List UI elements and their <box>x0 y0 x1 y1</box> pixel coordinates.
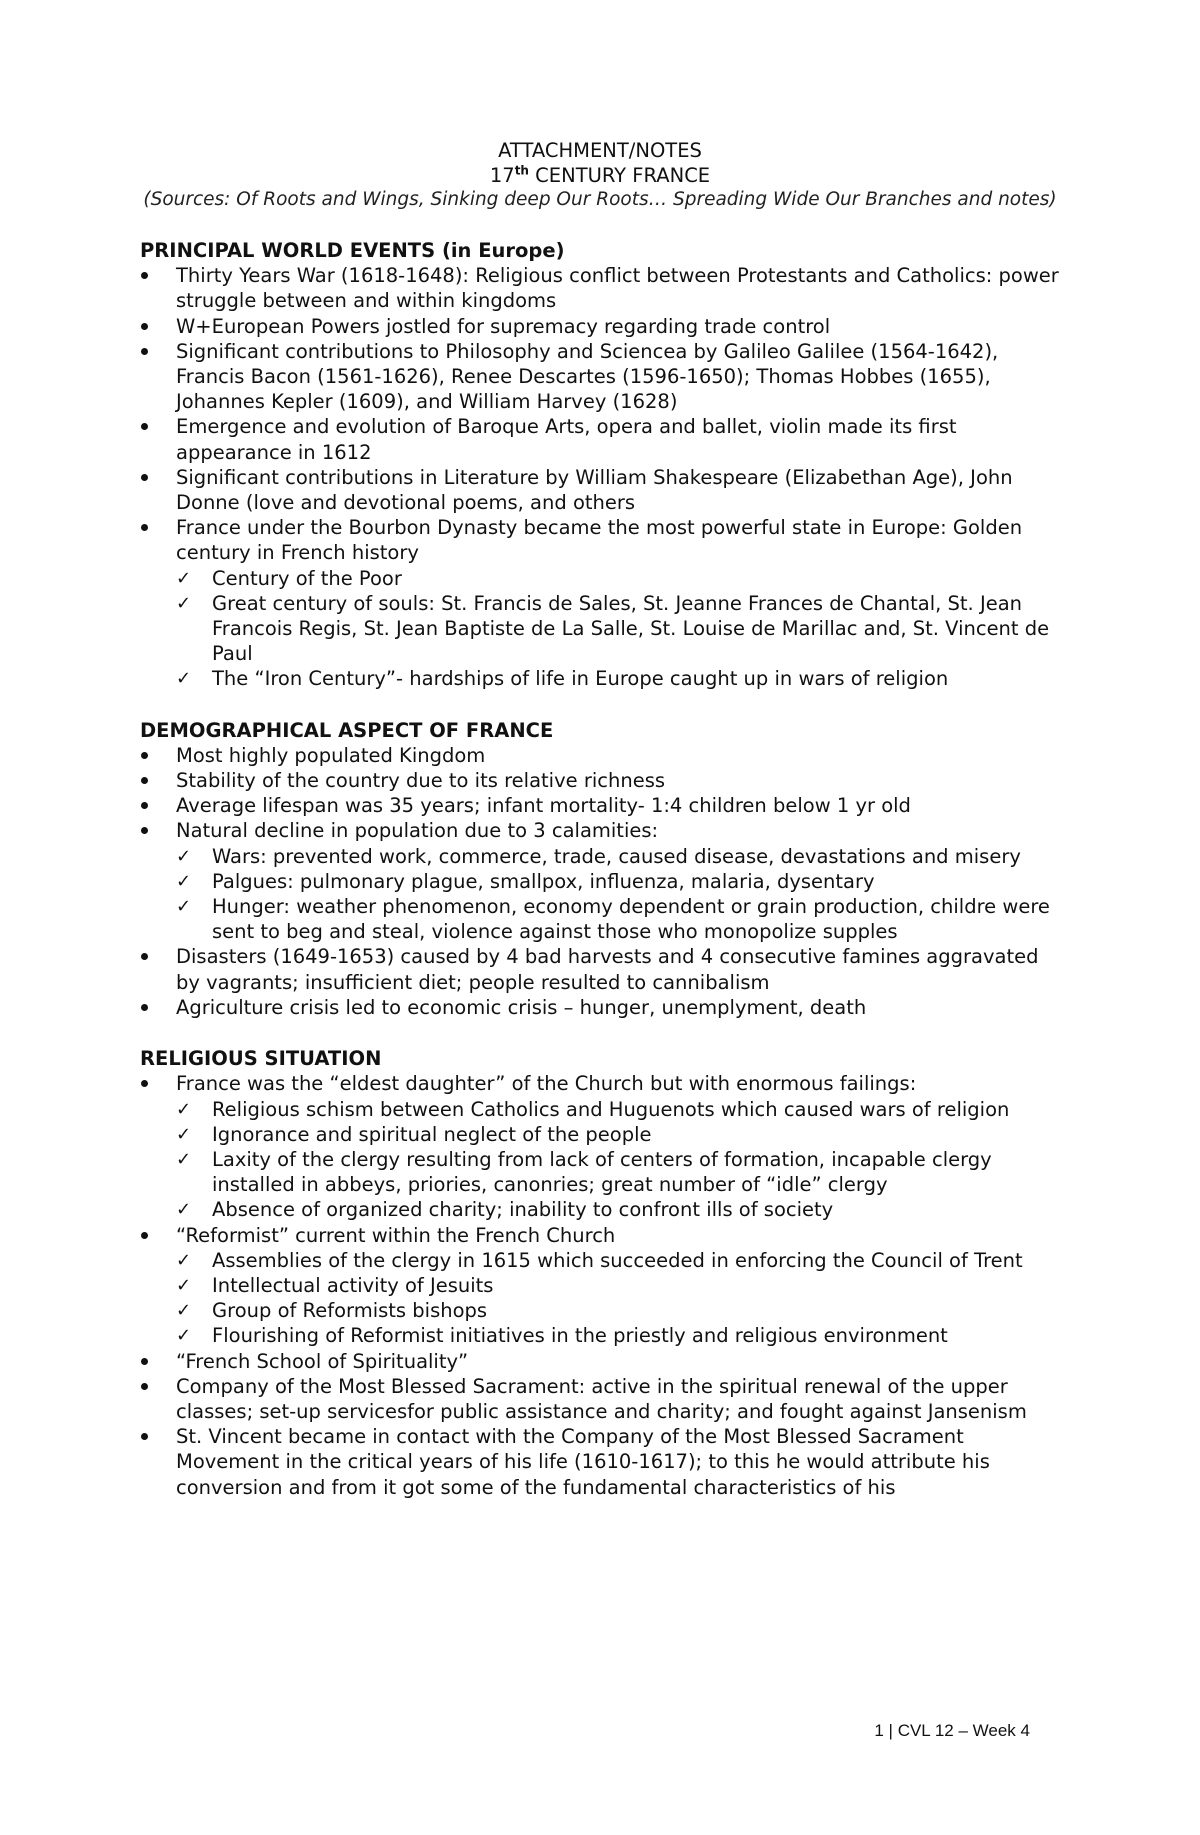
check-list <box>176 566 1060 692</box>
check-text: Hunger: weather phenomenon, economy dependent or grain production, childre were sent to beg and steal, violence against those who monopolize supples <box>212 895 1050 944</box>
bullet-text: France under the Bourbon Dynasty became the most powerful state in Europe: Golden century in French history <box>176 516 1023 565</box>
document-subtitle <box>140 163 1060 188</box>
check-item <box>176 1197 1060 1222</box>
bullet-text: Agriculture crisis led to economic crisis – hunger, unemplyment, death <box>176 995 867 1019</box>
title-block <box>140 138 1060 212</box>
bullet-item <box>140 339 1060 415</box>
check-item <box>176 1323 1060 1348</box>
bullet-item <box>140 263 1060 313</box>
checkmark-icon: ✓ <box>176 1123 192 1145</box>
check-item <box>176 566 1060 591</box>
bullet-text: France was the “eldest daughter” of the Church but with enormous failings: <box>176 1072 917 1096</box>
check-item <box>176 1298 1060 1323</box>
bullet-text: Significant contributions to Philosophy and Sciencea by Galileo Galilee (1564-1642), Francis Bacon (1561-1626), Renee Descartes (1596-1650); Thomas Hobbes (1655), Johannes Kepler (1609), and William Harvey (1628) <box>176 339 999 414</box>
subtitle-superscript: th <box>514 163 529 178</box>
section <box>140 718 1060 1020</box>
check-text: The “Iron Century”- hardships of life in Europe caught up in wars of religion <box>212 667 949 691</box>
bullet-text: “French School of Spirituality” <box>176 1349 469 1373</box>
section-heading: PRINCIPAL WORLD EVENTS (in Europe) <box>140 239 565 262</box>
bullet-text: W+European Powers jostled for supremacy regarding trade control <box>176 314 831 338</box>
bullet-item <box>140 1071 1060 1096</box>
bullet-text: Thirty Years War (1618-1648): Religious conflict between Protestants and Catholics: power struggle between and within kingdoms <box>176 264 1059 313</box>
check-text: Palgues: pulmonary plague, smallpox, influenza, malaria, dysentary <box>212 869 875 893</box>
check-list <box>176 1097 1060 1223</box>
check-item <box>176 869 1060 894</box>
bullet-text: Natural decline in population due to 3 calamities: <box>176 819 659 843</box>
check-item <box>176 894 1060 944</box>
check-item <box>176 1147 1060 1197</box>
section-heading: RELIGIOUS SITUATION <box>140 1047 382 1071</box>
section <box>140 1046 1060 1500</box>
checkmark-icon: ✓ <box>176 1300 192 1322</box>
check-text: Religious schism between Catholics and Huguenots which caused wars of religion <box>212 1097 1010 1121</box>
checkmark-icon: ✓ <box>176 1199 192 1221</box>
bullet-text: Disasters (1649-1653) caused by 4 bad harvests and 4 consecutive famines aggravated by vagrants; insufficient diet; people resulted to cannibalism <box>176 945 1039 994</box>
check-list <box>176 1248 1060 1349</box>
checkmark-icon: ✓ <box>176 592 192 614</box>
bullet-text: Emergence and evolution of Baroque Arts, opera and ballet, violin made its first appearance in 1612 <box>176 415 957 464</box>
bullet-item <box>140 1424 1060 1500</box>
checkmark-icon: ✓ <box>176 870 192 892</box>
check-item <box>176 1273 1060 1298</box>
check-item <box>176 1122 1060 1147</box>
bullet-item <box>140 995 1060 1020</box>
checkmark-icon: ✓ <box>176 845 192 867</box>
checkmark-icon: ✓ <box>176 1325 192 1347</box>
check-text: Group of Reformists bishops <box>212 1299 488 1323</box>
bullet-text: Most highly populated Kingdom <box>176 743 486 767</box>
sources-note: (Sources: Of Roots and Wings, Sinking deep Our Roots… Spreading Wide Our Branches and notes) <box>143 189 1057 210</box>
check-text: Intellectual activity of Jesuits <box>212 1273 494 1297</box>
checkmark-icon: ✓ <box>176 668 192 690</box>
check-list <box>176 844 1060 945</box>
check-text: Assemblies of the clergy in 1615 which succeeded in enforcing the Council of Trent <box>212 1248 1023 1272</box>
check-item <box>176 1248 1060 1273</box>
bullet-item <box>140 1374 1060 1424</box>
check-text: Absence of organized charity; inability to confront ills of society <box>212 1198 834 1222</box>
bullet-text: “Reformist” current within the French Church <box>176 1223 616 1247</box>
check-text: Wars: prevented work, commerce, trade, caused disease, devastations and misery <box>212 844 1021 868</box>
subtitle-prefix: 17 <box>489 164 515 187</box>
check-item <box>176 666 1060 691</box>
bullet-item <box>140 818 1060 843</box>
subtitle-suffix: CENTURY FRANCE <box>528 164 711 187</box>
bullet-text: Average lifespan was 35 years; infant mortality- 1:4 children below 1 yr old <box>176 794 911 818</box>
bullet-item <box>140 944 1060 994</box>
bullet-item <box>140 314 1060 339</box>
checkmark-icon: ✓ <box>176 1274 192 1296</box>
document-title: ATTACHMENT/NOTES <box>498 139 702 162</box>
bullet-item <box>140 1223 1060 1248</box>
sections-container <box>140 238 1060 1500</box>
check-item <box>176 591 1060 667</box>
bullet-text: Company of the Most Blessed Sacrament: active in the spiritual renewal of the upper classes; set-up servicesfor public assistance and charity; and fought against Jansenism <box>176 1374 1027 1423</box>
bullet-item <box>140 743 1060 768</box>
bullet-item <box>140 768 1060 793</box>
section <box>140 238 1060 692</box>
check-text: Ignorance and spiritual neglect of the people <box>212 1122 652 1146</box>
check-text: Flourishing of Reformist initiatives in the priestly and religious environment <box>212 1324 948 1348</box>
bullet-list <box>140 1071 1060 1499</box>
bullet-item <box>140 1349 1060 1374</box>
checkmark-icon: ✓ <box>176 1148 192 1170</box>
bullet-text: Stability of the country due to its relative richness <box>176 769 666 793</box>
section-heading: DEMOGRAPHICAL ASPECT OF FRANCE <box>140 718 554 742</box>
check-item <box>176 1097 1060 1122</box>
check-text: Great century of souls: St. Francis de Sales, St. Jeanne Frances de Chantal, St. Jean Francois Regis, St. Jean Baptiste de La Salle, St. Louise de Marillac and, St. Vincent de Paul <box>212 591 1050 666</box>
bullet-item <box>140 465 1060 515</box>
check-text: Laxity of the clergy resulting from lack of centers of formation, incapable clergy installed in abbeys, priories, canonries; great number of “idle” clergy <box>212 1147 992 1197</box>
checkmark-icon: ✓ <box>176 1098 192 1120</box>
bullet-item <box>140 515 1060 565</box>
page-footer: 1 | CVL 12 – Week 4 <box>874 1721 1030 1740</box>
bullet-text: St. Vincent became in contact with the Company of the Most Blessed Sacrament Movement in the critical years of his life (1610-1617); to this he would attribute his conversion and from it got some of the fundamental characteristics of his <box>176 1425 990 1499</box>
checkmark-icon: ✓ <box>176 567 192 589</box>
bullet-text: Significant contributions in Literature by William Shakespeare (Elizabethan Age), John Donne (love and devotional poems, and others <box>176 465 1013 515</box>
bullet-item <box>140 414 1060 464</box>
check-item <box>176 844 1060 869</box>
checkmark-icon: ✓ <box>176 896 192 918</box>
check-text: Century of the Poor <box>212 566 402 590</box>
bullet-list <box>140 263 1060 691</box>
checkmark-icon: ✓ <box>176 1249 192 1271</box>
bullet-list <box>140 743 1060 1020</box>
bullet-item <box>140 793 1060 818</box>
